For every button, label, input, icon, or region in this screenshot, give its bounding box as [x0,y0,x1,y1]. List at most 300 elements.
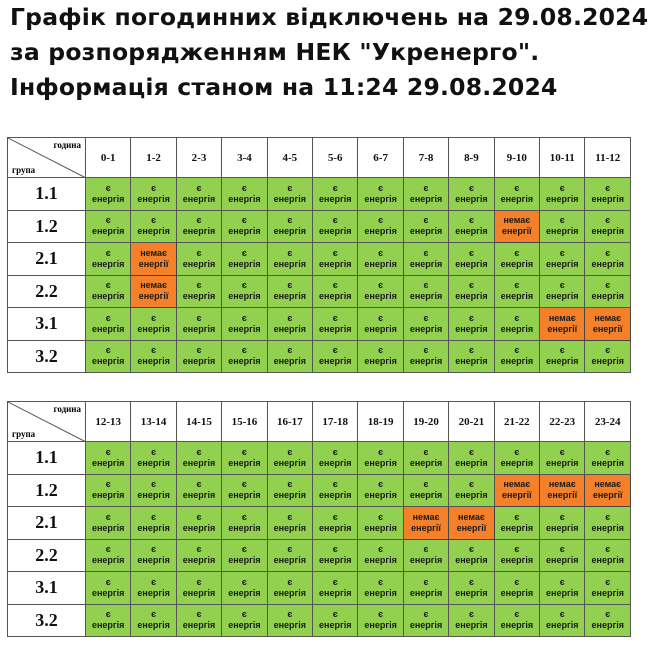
status-cell-power-on [176,178,221,211]
status-line-1: є [468,312,474,323]
status-line-1: є [241,215,247,226]
status-cell-power-on [313,178,358,211]
status-line-2: енергія [319,356,352,367]
status-cell-power-on [494,243,539,276]
status-cell-power-on [540,442,585,475]
status-line-1: немає [412,511,440,522]
status-line-2: енергія [228,193,261,204]
group-row [8,604,631,637]
status-cell-power-on [222,572,267,605]
status-line-2: енергія [91,258,125,269]
status-cell-power-on [222,210,267,243]
status-cell-power-on [176,474,221,507]
status-line-2: енергія [137,356,170,367]
status-line-1: є [423,544,429,555]
status-line-1: є [605,247,611,258]
status-line-2: енергія [546,193,579,204]
status-line-1: є [196,182,202,193]
status-line-1: є [105,280,111,291]
status-cell-power-on [86,539,131,572]
status-cell-power-on [176,539,221,572]
status-line-1: немає [140,280,168,291]
status-line-2: енергії [501,490,532,501]
status-cell-power-on [449,275,494,308]
status-line-2: енергія [91,323,125,334]
status-cell-power-on [585,572,631,605]
status-cell-power-on [267,604,312,637]
status-line-2: енергія [500,356,534,367]
status-line-1: є [241,576,247,587]
status-line-1: є [468,609,474,620]
status-line-2: енергія [319,587,352,598]
status-line-1: є [105,576,111,587]
hour-header: 16-17 [267,402,312,442]
status-cell-power-on [176,572,221,605]
status-line-1: є [468,479,474,490]
status-line-1: є [514,576,520,587]
status-cell-power-on [176,275,221,308]
status-line-2: енергія [182,323,216,334]
status-line-2: енергія [500,587,534,598]
status-cell-power-on [403,442,448,475]
status-line-1: є [378,247,384,258]
status-line-1: є [378,479,384,490]
header-corner [8,138,86,178]
status-line-1: є [105,544,111,555]
group-label: 2.1 [8,507,86,540]
status-line-2: енергія [137,522,170,533]
status-cell-power-on [176,604,221,637]
status-cell-power-off [131,243,176,276]
status-line-2: енергія [273,356,307,367]
status-cell-power-on [176,442,221,475]
status-cell-power-on [540,275,585,308]
status-cell-power-on [267,210,312,243]
status-line-1: є [423,247,429,258]
status-line-1: є [241,280,247,291]
status-line-1: є [151,544,157,555]
status-cell-power-on [86,442,131,475]
status-line-2: енергія [228,323,261,334]
status-line-2: енергія [137,587,170,598]
status-cell-power-on [131,572,176,605]
status-line-2: енергія [137,620,170,631]
status-line-2: енергія [591,457,624,468]
status-line-2: енергія [273,620,307,631]
status-line-2: енергія [228,620,261,631]
hour-header: 3-4 [222,138,267,178]
status-line-2: енергія [409,193,443,204]
group-label: 1.1 [8,178,86,211]
status-line-1: є [559,280,565,291]
status-line-2: енергії [456,522,487,533]
status-cell-power-on [540,507,585,540]
status-cell-power-on [449,178,494,211]
status-line-1: є [151,182,157,193]
status-line-1: є [332,182,338,193]
status-cell-power-on [313,507,358,540]
status-line-1: немає [503,215,531,226]
status-line-1: є [468,215,474,226]
status-line-2: енергія [273,587,307,598]
status-line-2: енергія [409,555,443,566]
status-line-2: енергія [364,620,397,631]
status-line-1: є [196,511,202,522]
status-line-1: є [105,182,111,193]
status-line-2: енергія [319,555,352,566]
status-line-2: енергія [137,457,170,468]
status-line-2: енергія [319,323,352,334]
status-line-2: енергія [91,457,125,468]
status-line-1: немає [140,247,168,258]
hour-axis-label: година [53,140,81,150]
status-line-1: є [241,609,247,620]
status-line-1: є [151,446,157,457]
status-line-1: є [378,280,384,291]
status-line-2: енергія [591,522,624,533]
status-line-1: є [605,280,611,291]
status-cell-power-off [494,210,539,243]
status-cell-power-on [176,210,221,243]
status-line-1: немає [594,479,622,490]
page-title [10,0,650,105]
status-cell-power-on [494,340,539,373]
status-line-2: енергія [91,226,125,237]
status-line-1: є [423,215,429,226]
status-line-1: є [559,345,565,356]
hour-axis-label: година [53,404,81,414]
status-cell-power-off [585,308,631,341]
status-line-2: енергія [91,356,125,367]
status-line-2: енергія [319,620,352,631]
status-cell-power-on [403,275,448,308]
status-line-2: енергія [455,291,488,302]
status-cell-power-on [267,178,312,211]
hour-header: 18-19 [358,402,403,442]
status-cell-power-on [449,539,494,572]
status-line-1: є [151,479,157,490]
status-line-1: є [559,511,565,522]
group-row [8,572,631,605]
status-line-2: енергія [273,522,307,533]
status-line-2: енергії [411,522,441,533]
status-line-1: немає [458,511,485,522]
status-line-2: енергія [591,193,624,204]
status-cell-power-on [176,507,221,540]
status-line-2: енергія [455,457,488,468]
hour-header: 1-2 [131,138,176,178]
status-line-2: енергія [546,620,579,631]
hour-header: 20-21 [449,402,494,442]
status-cell-power-on [222,308,267,341]
status-line-1: є [105,312,111,323]
status-line-2: енергія [228,490,261,501]
status-line-2: енергія [91,193,125,204]
hour-header: 9-10 [494,138,539,178]
group-row [8,243,631,276]
status-line-2: енергія [591,258,624,269]
status-line-1: є [605,544,611,555]
status-line-1: є [605,182,611,193]
status-cell-power-on [585,539,631,572]
status-cell-power-on [449,442,494,475]
status-line-1: є [287,182,293,193]
status-line-2: енергія [319,490,352,501]
status-cell-power-on [86,340,131,373]
status-cell-power-on [403,604,448,637]
status-line-1: є [151,609,157,620]
status-line-2: енергія [409,490,443,501]
status-cell-power-on [585,275,631,308]
status-line-1: є [605,576,611,587]
status-line-2: енергія [319,258,352,269]
status-cell-power-on [86,507,131,540]
status-line-1: є [559,544,565,555]
status-cell-power-off [494,474,539,507]
status-cell-power-on [358,539,403,572]
status-line-2: енергія [364,226,397,237]
status-line-1: є [605,609,611,620]
status-line-2: енергії [138,291,169,302]
hour-header: 17-18 [313,402,358,442]
group-label: 1.1 [8,442,86,475]
status-line-2: енергія [228,258,261,269]
status-line-2: енергія [273,490,307,501]
status-line-2: енергія [364,323,397,334]
status-line-1: є [423,312,429,323]
status-line-1: є [241,312,247,323]
status-line-2: енергія [228,291,261,302]
status-cell-power-on [86,604,131,637]
status-line-1: є [514,312,520,323]
hour-header: 23-24 [585,402,631,442]
group-label: 3.1 [8,308,86,341]
status-cell-power-on [494,507,539,540]
hour-header: 21-22 [494,402,539,442]
status-line-2: енергія [137,490,170,501]
status-line-1: є [241,247,247,258]
status-line-2: енергія [591,620,624,631]
status-line-1: є [287,446,293,457]
group-row [8,275,631,308]
status-cell-power-on [540,604,585,637]
status-line-1: є [241,479,247,490]
status-line-1: є [332,446,338,457]
status-line-1: є [468,576,474,587]
group-row [8,442,631,475]
status-cell-power-on [358,210,403,243]
status-cell-power-on [585,442,631,475]
status-line-1: є [514,544,520,555]
status-line-2: енергія [137,323,170,334]
status-line-2: енергія [546,356,579,367]
status-line-1: є [559,446,565,457]
status-line-1: є [559,576,565,587]
status-cell-power-on [358,572,403,605]
status-line-2: енергія [546,457,579,468]
status-line-1: є [332,345,338,356]
status-line-1: є [423,576,429,587]
status-line-2: енергія [455,258,488,269]
hour-header: 12-13 [86,402,131,442]
group-row [8,178,631,211]
status-cell-power-on [267,308,312,341]
status-line-2: енергія [591,356,624,367]
group-row [8,210,631,243]
status-cell-power-on [494,442,539,475]
status-cell-power-off [585,474,631,507]
status-cell-power-on [131,507,176,540]
group-label: 3.2 [8,340,86,373]
status-line-1: є [423,609,429,620]
status-line-2: енергія [182,193,216,204]
status-line-2: енергії [592,323,623,334]
status-line-1: є [378,215,384,226]
status-line-2: енергія [591,587,624,598]
status-line-2: енергія [500,193,534,204]
status-cell-power-on [313,474,358,507]
status-line-2: енергія [455,193,488,204]
status-cell-power-on [585,178,631,211]
status-line-1: є [151,576,157,587]
status-line-1: є [196,312,202,323]
status-cell-power-on [222,442,267,475]
group-label: 1.2 [8,210,86,243]
hour-header: 13-14 [131,402,176,442]
status-cell-power-on [222,275,267,308]
status-cell-power-on [449,572,494,605]
status-cell-power-on [222,243,267,276]
status-cell-power-on [358,243,403,276]
status-cell-power-on [176,308,221,341]
status-line-1: є [241,544,247,555]
status-line-1: є [105,345,111,356]
status-line-1: є [378,446,384,457]
status-line-1: є [378,544,384,555]
status-cell-power-on [358,474,403,507]
status-line-2: енергія [273,258,307,269]
status-line-1: є [559,609,565,620]
status-cell-power-on [131,539,176,572]
hour-header: 11-12 [585,138,631,178]
status-line-1: є [241,511,247,522]
status-line-1: є [287,511,293,522]
status-line-2: енергія [455,490,488,501]
status-line-2: енергія [273,323,307,334]
status-line-1: є [423,446,429,457]
status-cell-power-on [313,539,358,572]
status-line-1: немає [594,312,622,323]
status-line-1: є [514,511,520,522]
status-line-1: є [332,576,338,587]
status-line-2: енергія [409,587,443,598]
status-cell-power-on [494,275,539,308]
status-line-1: є [287,609,293,620]
status-line-2: енергія [91,291,125,302]
hour-header: 0-1 [86,138,131,178]
status-line-2: енергія [137,226,170,237]
status-line-2: енергія [273,193,307,204]
status-line-1: є [514,247,520,258]
status-line-1: є [105,247,111,258]
status-line-1: немає [548,312,576,323]
status-line-1: є [559,247,565,258]
status-line-1: є [241,345,247,356]
status-line-2: енергія [546,258,579,269]
status-cell-power-off [540,308,585,341]
status-cell-power-on [131,340,176,373]
status-cell-power-on [313,243,358,276]
status-line-1: є [105,446,111,457]
status-line-2: енергія [409,291,443,302]
status-cell-power-on [494,539,539,572]
status-line-2: енергія [228,587,261,598]
status-cell-power-on [403,340,448,373]
hour-header: 5-6 [313,138,358,178]
status-line-1: є [196,576,202,587]
status-line-2: енергія [91,620,125,631]
status-cell-power-on [313,275,358,308]
status-line-2: енергія [500,620,534,631]
status-line-1: є [378,345,384,356]
status-cell-power-on [403,539,448,572]
status-line-2: енергія [455,555,488,566]
status-line-1: є [378,576,384,587]
status-line-1: є [332,511,338,522]
status-line-1: є [196,280,202,291]
status-cell-power-on [358,308,403,341]
status-line-2: енергія [364,258,397,269]
status-cell-power-on [313,340,358,373]
status-line-1: є [468,544,474,555]
status-line-1: є [105,609,111,620]
status-cell-power-on [540,572,585,605]
group-label: 1.2 [8,474,86,507]
status-cell-power-on [494,572,539,605]
status-line-2: енергія [273,226,307,237]
status-cell-power-on [403,474,448,507]
status-line-2: енергія [364,291,397,302]
status-line-2: енергія [228,555,261,566]
status-line-2: енергія [364,356,397,367]
status-cell-power-on [540,210,585,243]
title-line-1: Графік погодинних відключень на 29.08.2024 [10,3,649,31]
status-cell-power-on [403,210,448,243]
status-line-2: енергія [182,587,216,598]
status-cell-power-on [131,604,176,637]
group-label: 2.2 [8,275,86,308]
status-line-1: є [378,511,384,522]
status-cell-power-on [540,340,585,373]
status-line-2: енергія [409,226,443,237]
status-line-2: енергії [501,226,532,237]
status-line-2: енергія [591,226,624,237]
status-cell-power-on [267,275,312,308]
hour-header: 7-8 [403,138,448,178]
status-cell-power-on [222,604,267,637]
status-line-2: енергія [591,291,624,302]
status-line-1: є [287,280,293,291]
status-line-2: енергія [546,291,579,302]
status-cell-power-off [131,275,176,308]
status-cell-power-off [403,507,448,540]
status-cell-power-on [494,604,539,637]
status-line-2: енергія [546,587,579,598]
status-line-1: є [196,446,202,457]
status-line-1: є [559,215,565,226]
status-line-1: є [287,544,293,555]
status-line-1: є [514,345,520,356]
